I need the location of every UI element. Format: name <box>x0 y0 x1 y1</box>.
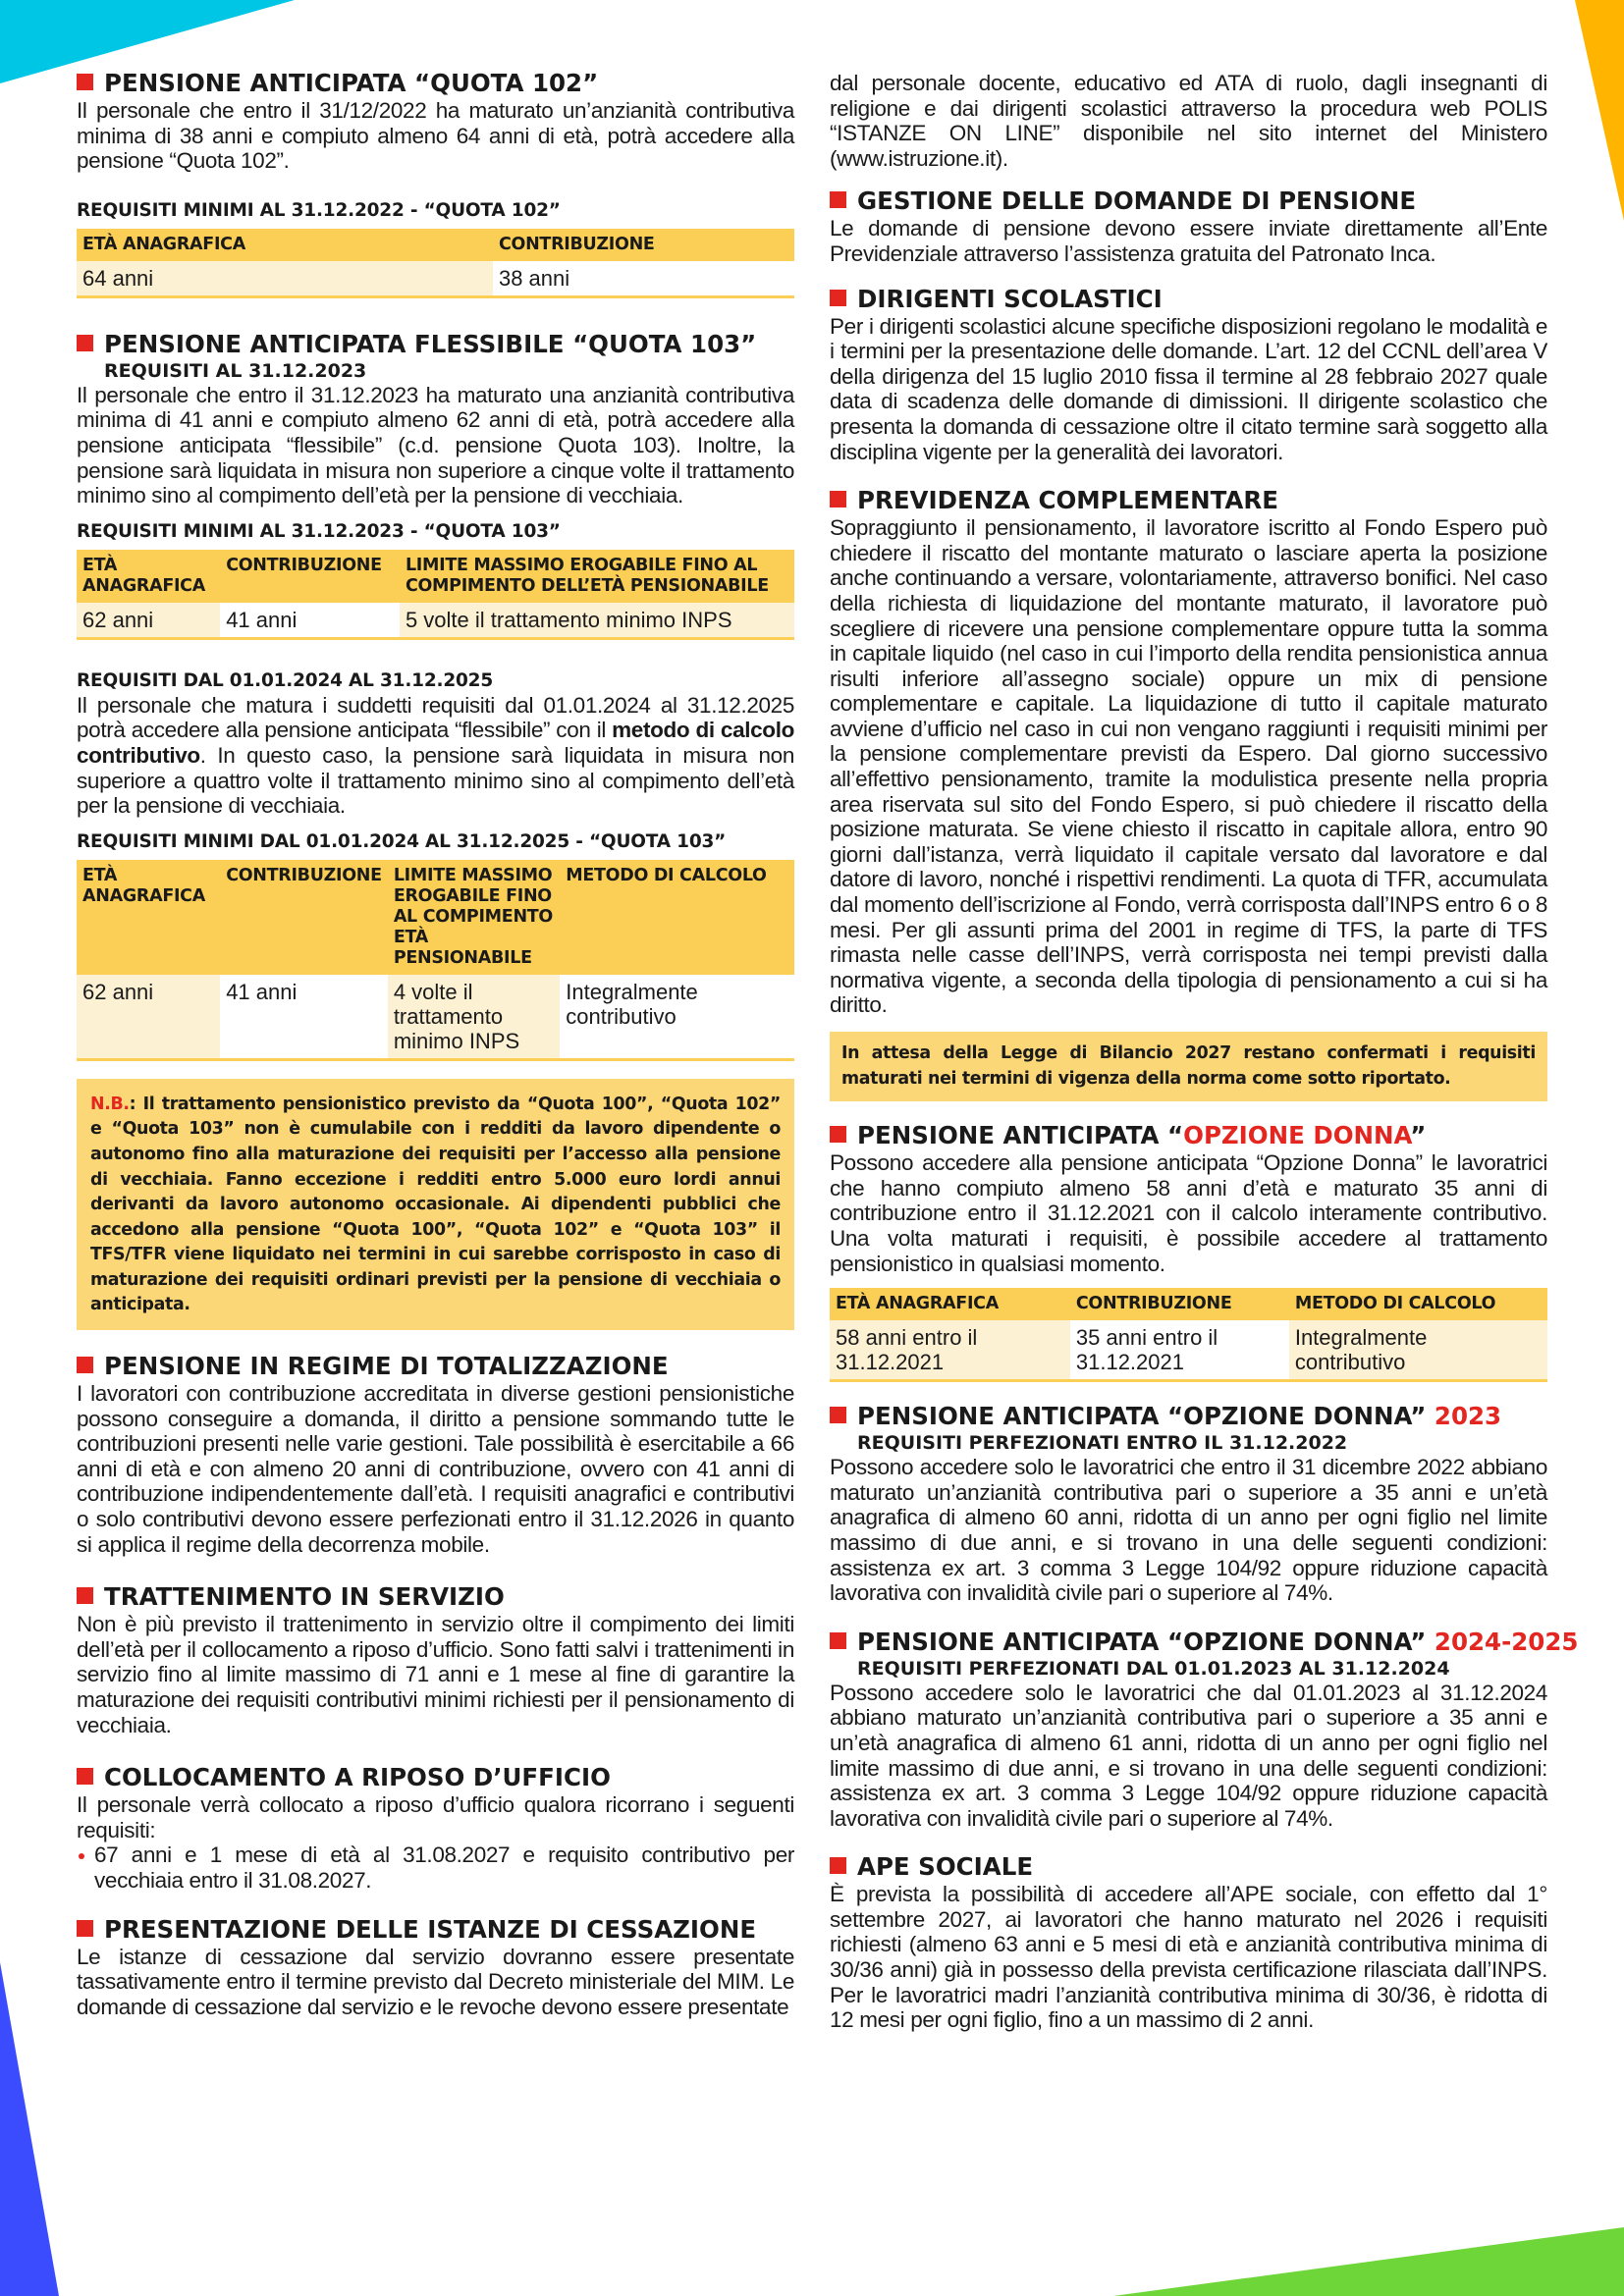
section-title: PENSIONE IN REGIME DI TOTALIZZAZIONE <box>77 1352 794 1381</box>
bullet-square-icon <box>830 1857 846 1874</box>
table-header: LIMITE MASSIMO EROGABILE FINO AL COMPIMENTO ETÀ PENSIONABILE <box>388 860 560 975</box>
section-ape-sociale <box>830 1852 1547 2033</box>
section-title: PRESENTAZIONE DELLE ISTANZE DI CESSAZIONE <box>77 1915 794 1945</box>
right-column <box>830 71 1579 2033</box>
table-header: ETÀ ANAGRAFICA <box>77 229 493 261</box>
section-quota-102 <box>77 69 794 298</box>
bullet-square-icon <box>77 74 93 90</box>
table-cell: 41 anni <box>220 603 400 639</box>
note-box <box>77 1079 794 1330</box>
bullet-square-icon <box>77 1920 93 1937</box>
section-title: PENSIONE ANTICIPATA FLESSIBILE “QUOTA 103” <box>77 330 794 359</box>
section-text: Le domande di pensione devono essere inviate direttamente all’Ente Previdenziale attraverso l’assistenza gratuita del Patronato Inca. <box>830 216 1547 266</box>
section-text: Possono accedere solo le lavoratrici che dal 01.01.2023 al 31.12.2024 abbiano maturato un’anzianità contributiva pari o superiore a 35 anni e un’età anagrafica di almeno 61 anni, ridotta di un anno per ogni figlio nel limite massimo di due anni, e si trovano in una delle seguenti condizioni: assistenza ex art. 3 comma 3 Legge 104/92 oppure riduzione capacità lavorativa con invalidità civile pari o superiore al 74%. <box>830 1680 1547 1831</box>
bullet-square-icon <box>830 1632 846 1649</box>
section-title: TRATTENIMENTO IN SERVIZIO <box>77 1582 794 1612</box>
section-subtitle: REQUISITI PERFEZIONATI ENTRO IL 31.12.2022 <box>857 1432 1348 1455</box>
bullet-square-icon <box>830 1126 846 1143</box>
section-trattenimento <box>77 1582 794 1737</box>
table-header: METODO DI CALCOLO <box>1289 1288 1547 1320</box>
table-header: CONTRIBUZIONE <box>220 550 400 603</box>
table-cell: 62 anni <box>77 975 220 1060</box>
bullet-square-icon <box>830 191 846 208</box>
section-opzione-donna-2024-2025 <box>830 1627 1579 1832</box>
requirements-table-opzione-donna <box>830 1288 1547 1382</box>
section-opzione-donna <box>830 1121 1547 1382</box>
section-title: COLLOCAMENTO A RIPOSO D’UFFICIO <box>77 1763 794 1792</box>
section-gestione-domande <box>830 187 1547 266</box>
table-cell: Integralmente contributivo <box>1289 1320 1547 1381</box>
section-text: Le istanze di cessazione dal servizio dovranno essere presentate tassativamente entro il termine previsto dal Decreto ministeriale del MIM. Le domande di cessazione dal servizio e le revoche devono essere presentate <box>77 1944 794 2019</box>
table-header: CONTRIBUZIONE <box>1070 1288 1289 1320</box>
table-cell: 35 anni entro il 31.12.2021 <box>1070 1320 1289 1381</box>
bullet-square-icon <box>830 1407 846 1423</box>
section-title: PENSIONE ANTICIPATA “OPZIONE DONNA” 2024-2025 <box>830 1628 1547 1657</box>
section-title: PENSIONE ANTICIPATA “OPZIONE DONNA” 2023 <box>830 1402 1547 1431</box>
table-label: REQUISITI MINIMI AL 31.12.2022 - “QUOTA 102” <box>77 199 561 221</box>
section-subtitle: REQUISITI DAL 01.01.2024 AL 31.12.2025 <box>77 669 494 691</box>
section-previdenza <box>830 486 1547 1018</box>
section-text: I lavoratori con contribuzione accreditata in diverse gestioni pensionistiche possono conseguire a domanda, il diritto a pensione sommando tutte le contribuzioni presenti nelle varie gestioni. Tale possibilità è esercitabile a 66 anni di età e con almeno 20 anni di contribuzione, ovvero con 41 anni di contribuzione indipendentemente dall’età. I requisiti anagrafici e contributivi o solo contributivi devono essere perfezionati entro il 31.12.2026 in quanto si applica il regime della decorrenza mobile. <box>77 1381 794 1557</box>
section-text: Il personale verrà collocato a riposo d’ufficio qualora ricorrano i seguenti requisiti: <box>77 1792 794 1842</box>
bullet-square-icon <box>830 290 846 306</box>
table-header: ETÀ ANAGRAFICA <box>77 860 220 975</box>
table-cell: 58 anni entro il 31.12.2021 <box>830 1320 1070 1381</box>
section-text: Possono accedere solo le lavoratrici che entro il 31 dicembre 2022 abbiano maturato un’anzianità contributiva pari o superiore a 35 anni e un’età anagrafica di almeno 60 anni, ridotta di un anno per ogni figlio nel limite massimo di due anni, e si trovano in una delle seguenti condizioni: assistenza ex art. 3 comma 3 Legge 104/92 oppure riduzione capacità lavorativa con invalidità civile pari o superiore al 74%. <box>830 1455 1547 1606</box>
section-text: Per i dirigenti scolastici alcune specifiche disposizioni regolano le modalità e i termini per la presentazione delle domande. L’art. 12 del CCNL dell’area V della dirigenza del 15 luglio 2010 fissa il termine al 28 febbraio 2027 quale data di scadenza delle domande di dimissioni. Il dirigente scolastico che presenta la domanda di cessazione oltre il citato termine sarà soggetto alla disciplina vigente per la generalità dei lavoratori. <box>830 313 1547 464</box>
left-column <box>77 69 794 2019</box>
table-cell: 4 volte il trattamento minimo INPS <box>388 975 560 1060</box>
table-cell: 41 anni <box>220 975 388 1060</box>
requirements-table-quota-102 <box>77 229 794 298</box>
table-header: ETÀ ANAGRAFICA <box>830 1288 1070 1320</box>
table-header: ETÀ ANAGRAFICA <box>77 550 220 603</box>
bullet-square-icon <box>830 491 846 507</box>
section-quota-103 <box>77 330 794 1061</box>
continued-text: dal personale docente, educativo ed ATA di ruolo, dagli insegnanti di religione e dai dirigenti scolastici attraverso la procedura web POLIS “ISTANZE ON LINE” disponibile nel sito internet del Ministero (www.istruzione.it). <box>830 71 1547 171</box>
section-title: PREVIDENZA COMPLEMENTARE <box>830 486 1547 515</box>
table-cell: 38 anni <box>493 261 794 297</box>
section-title: APE SOCIALE <box>830 1852 1547 1882</box>
requirements-table-quota-103-2024 <box>77 860 794 1061</box>
note-box: In attesa della Legge di Bilancio 2027 restano confermati i requisiti maturati nei termini di vigenza della norma come sotto riportato. <box>830 1032 1547 1101</box>
section-text: È prevista la possibilità di accedere all’APE sociale, con effetto dal 1° settembre 2027, ai lavoratori che hanno maturato nel 2026 i requisiti richiesti (almeno 63 anni e 5 mesi di età e anzianità contributiva minima di 30/36 anni) già in possesso della prevista certificazione rilasciata dall’INPS. Per le lavoratrici madri l’anzianità contributiva minima di 30/36, è ridotta di 12 mesi per ogni figlio, fino a un massimo di 2 anni. <box>830 1882 1547 2033</box>
table-label: REQUISITI MINIMI AL 31.12.2023 - “QUOTA 103” <box>77 520 561 542</box>
table-cell: 5 volte il trattamento minimo INPS <box>400 603 794 639</box>
table-cell: 62 anni <box>77 603 220 639</box>
requirements-table-quota-103 <box>77 550 794 640</box>
table-header: LIMITE MASSIMO EROGABILE FINO AL COMPIMENTO DELL’ETÀ PENSIONABILE <box>400 550 794 603</box>
section-istanze-cessazione <box>77 1915 794 2020</box>
section-title: GESTIONE DELLE DOMANDE DI PENSIONE <box>830 187 1547 216</box>
section-title: PENSIONE ANTICIPATA “QUOTA 102” <box>77 69 794 98</box>
section-collocamento <box>77 1763 794 1893</box>
bullet-square-icon <box>77 1357 93 1373</box>
corner-decoration-bottom-right <box>1113 2227 1624 2296</box>
list-item: 67 anni e 1 mese di età al 31.08.2027 e requisito contributivo per vecchiaia entro il 31.08.2027. <box>77 1842 794 1893</box>
bullet-square-icon <box>77 1587 93 1604</box>
section-text: Non è più previsto il trattenimento in servizio oltre il compimento dei limiti dell’età per il collocamento a riposo d’ufficio. Sono fatti salvi i trattenimenti in servizio fino al limite massimo di 71 anni e 1 mese al fine di garantire la maturazione dei requisiti contributivi minimi richiesti per il pensionamento di vecchiaia. <box>77 1612 794 1737</box>
section-subtitle: REQUISITI AL 31.12.2023 <box>104 359 367 382</box>
note-label: N.B. <box>90 1094 130 1114</box>
corner-decoration-bottom-left <box>0 1962 69 2296</box>
section-text: Il personale che entro il 31/12/2022 ha maturato un’anzianità contributiva minima di 38 anni e compiuto almeno 64 anni di età, potrà accedere alla pensione “Quota 102”. <box>77 98 794 174</box>
section-title: DIRIGENTI SCOLASTICI <box>830 285 1547 314</box>
section-title: PENSIONE ANTICIPATA “OPZIONE DONNA” <box>830 1121 1547 1150</box>
table-label: REQUISITI MINIMI DAL 01.01.2024 AL 31.12.2025 - “QUOTA 103” <box>77 830 727 852</box>
section-text: Il personale che matura i suddetti requisiti dal 01.01.2024 al 31.12.2025 potrà accedere alla pensione anticipata “flessibile” con il metodo di calcolo contributivo. In questo caso, la pensione sarà liquidata in misura non superiore a quattro volte il trattamento minimo sino al compimento dell’età per la pensione di vecchiaia. <box>77 692 794 819</box>
table-header: CONTRIBUZIONE <box>220 860 388 975</box>
table-header: CONTRIBUZIONE <box>493 229 794 261</box>
section-totalizzazione <box>77 1352 794 1557</box>
table-cell: 64 anni <box>77 261 493 297</box>
bullet-square-icon <box>77 1768 93 1785</box>
section-subtitle: REQUISITI PERFEZIONATI DAL 01.01.2023 AL 31.12.2024 <box>857 1657 1450 1680</box>
note-text: : Il trattamento pensionistico previsto da “Quota 100”, “Quota 102” e “Quota 103” non è cumulabile con i redditi da lavoro dipendente o autonomo fino alla maturazione dei requisiti per l’accesso alla pensione di vecchiaia. Fanno eccezione i redditi entro 5.000 euro lordi annui derivanti da lavoro autonomo occasionale. Ai dipendenti pubblici che accedono alla pensione “Quota 100”, “Quota 102” e “Quota 103” il TFS/TFR viene liquidato nei termini in cui sarebbe corrisposto in caso di maturazione dei requisiti ordinari previsti per la pensione di vecchiaia o anticipata. <box>90 1094 781 1315</box>
table-header: METODO DI CALCOLO <box>560 860 794 975</box>
table-cell: Integralmente contributivo <box>560 975 794 1060</box>
section-text: Il personale che entro il 31.12.2023 ha maturato una anzianità contributiva minima di 41 anni e compiuto almeno 62 anni di età, potrà accedere alla pensione anticipata “flessibile” (c.d. pensione Quota 103). Inoltre, la pensione sarà liquidata in misura non superiore a cinque volte il trattamento minimo sino al compimento dell’età per la pensione di vecchiaia. <box>77 382 794 508</box>
section-text: Sopraggiunto il pensionamento, il lavoratore iscritto al Fondo Espero può chiedere il riscatto del montante maturato o lasciare aperta la posizione anche continuando a versare, volontariamente, attraverso bonifici. Nel caso della richiesta di liquidazione del montante maturato, il lavoratore può scegliere di ricevere una pensione complementare oppure tutta la somma in capitale liquido (nel caso in cui l’importo della rendita pensionistica annua risulti inferiore all’assegno sociale) oppure un mix di pensione complementare e capitale. La liquidazione di tutto il capitale maturato avviene d’ufficio nel caso in cui non vengano raggiunti i requisiti minimi per la pensione complementare previsti da Espero. Dal giorno successivo all’effettivo pensionamento, tramite la modulistica presente nella propria area riservata sul sito del Fondo Espero, si può chiedere il riscatto della posizione maturata. Se viene chiesto il riscatto in capitale allora, entro 90 giorni dall’istanza, verrà liquidato il capitale versato dal lavoratore e dal datore di lavoro, nonché i rispettivi rendimenti. La quota di TFR, accumulata dal momento dell’iscrizione al Fondo, verrà corrisposta dall’INPS entro 6 o 8 mesi. Per gli assunti prima del 2001 in regime di TFS, la parte di TFS rimasta nelle casse dell’INPS, verrà corrisposta nei tempi previsti dalla normativa vigente, a seconda della tipologia di pensionamento a cui si ha diritto. <box>830 515 1547 1018</box>
bullet-square-icon <box>77 335 93 351</box>
section-text: Possono accedere alla pensione anticipata “Opzione Donna” le lavoratrici che hanno compiuto almeno 58 anni d’età e maturato 35 anni di contribuzione entro il 31.12.2021 con il calcolo interamente contributivo. Una volta maturati i requisiti, è possibile accedere al trattamento pensionistico in qualsiasi momento. <box>830 1150 1547 1276</box>
section-opzione-donna-2023 <box>830 1402 1547 1606</box>
section-dirigenti <box>830 285 1547 465</box>
